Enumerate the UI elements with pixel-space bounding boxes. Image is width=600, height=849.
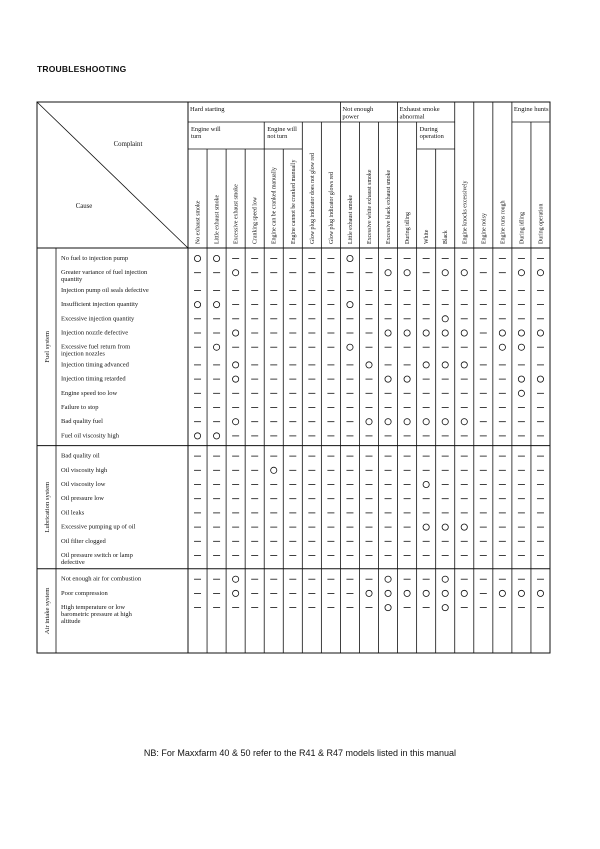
mark-circle [537, 270, 543, 276]
group-label-6: Engine hunts [513, 106, 549, 113]
group-label-1: Not enough [342, 106, 374, 113]
mark-circle [213, 344, 219, 350]
mark-circle [461, 419, 467, 425]
cause-text-2-2: High temperature or low [61, 604, 126, 612]
column-header-5: Engine cannot be cranked manually [290, 159, 297, 244]
cause-text-0-9: Engine speed too low [61, 389, 118, 397]
column-header-3: Cranking speed low [252, 196, 259, 244]
mark-circle [518, 344, 524, 350]
cause-text-2-0: Not enough air for combustion [61, 575, 142, 583]
column-header-13: Black [443, 230, 450, 244]
subgroup-label-2: operation [419, 133, 444, 141]
mark-circle [347, 302, 353, 308]
mark-circle [347, 255, 353, 261]
cause-text-0-1: Greater variance of fuel injection [61, 269, 148, 277]
group-label-2: Exhaust smoke [399, 106, 440, 113]
mark-circle [385, 419, 391, 425]
subgroup-label-2: During [419, 126, 438, 133]
cause-text-0-2: Injection pump oil seals defective [61, 286, 149, 294]
footnote: NB: For Maxxfarm 40 & 50 refer to the R41 & R47 models listed in this manual [143, 748, 457, 758]
column-header-7: Glow plug indicator glows red [328, 172, 335, 244]
cause-text-0-0: No fuel to injection pump [61, 255, 129, 262]
mark-circle [213, 433, 219, 439]
cause-text-1-4: Oil leaks [61, 509, 85, 517]
mark-circle [461, 524, 467, 530]
mark-circle [518, 390, 524, 396]
mark-circle [347, 344, 353, 350]
column-header-0: No exhaust smoke [195, 200, 202, 244]
mark-circle [404, 419, 410, 425]
mark-circle [442, 270, 448, 276]
mark-circle [404, 330, 410, 336]
column-header-11: During idling [405, 212, 412, 244]
mark-circle [461, 330, 467, 336]
subgroup-label-0: Engine will [191, 126, 221, 133]
mark-circle [404, 590, 410, 596]
column-header-4: Engine can be cranked manually [271, 167, 278, 244]
mark-circle [537, 590, 543, 596]
mark-circle [385, 576, 391, 582]
mark-circle [404, 270, 410, 276]
mark-circle [423, 330, 429, 336]
cause-text-0-6: Excessive fuel return from [61, 343, 131, 351]
mark-circle [537, 376, 543, 382]
mark-circle [442, 576, 448, 582]
column-header-14: Engine knocks excessively [462, 180, 469, 244]
mark-circle [385, 590, 391, 596]
complaint-label: Complaint [113, 141, 143, 148]
cause-text-0-6: injection nozzles [61, 350, 105, 358]
mark-circle [233, 590, 239, 596]
mark-circle [537, 330, 543, 336]
mark-circle [423, 419, 429, 425]
cause-text-1-6: Oil filter clogged [61, 537, 106, 545]
mark-circle [233, 576, 239, 582]
mark-circle [442, 590, 448, 596]
cause-text-1-7: defective [61, 559, 85, 566]
column-header-12: White [424, 229, 431, 244]
mark-circle [213, 302, 219, 308]
mark-circle [194, 302, 200, 308]
section-label-2: Air intake system [44, 587, 51, 635]
mark-circle [213, 255, 219, 261]
mark-circle [518, 590, 524, 596]
cause-text-0-12: Fuel oil viscosity high [61, 432, 119, 440]
cause-text-0-7: Injection timing advanced [61, 361, 129, 369]
cause-text-0-5: Injection nozzle defective [61, 329, 129, 337]
cause-text-0-8: Injection timing retarded [61, 375, 126, 383]
mark-circle [423, 481, 429, 487]
mark-circle [233, 330, 239, 336]
mark-circle [366, 419, 372, 425]
group-label-1: power [342, 113, 359, 121]
section-label-0: Fuel system [44, 330, 51, 363]
section-label-1: Lubrication system [44, 481, 51, 533]
mark-circle [461, 270, 467, 276]
mark-circle [518, 376, 524, 382]
cause-text-1-5: Excessive pumping up of oil [61, 523, 136, 531]
mark-circle [233, 419, 239, 425]
header-diagonal [37, 102, 188, 248]
subgroup-label-1: Engine will [267, 126, 297, 133]
cause-text-2-2: altitude [61, 618, 81, 626]
mark-circle [442, 362, 448, 368]
column-header-9: Excessive white exhaust smoke [367, 169, 373, 244]
column-header-1: Little exhaust smoke [214, 194, 221, 244]
subgroup-label-0: turn [191, 133, 202, 141]
column-header-17: During idling [519, 212, 526, 244]
group-label-0: Hard starting [190, 106, 225, 113]
cause-text-1-2: Oil viscosity low [61, 481, 106, 488]
mark-circle [194, 255, 200, 261]
cause-text-0-3: Insufficient injection quantity [61, 301, 139, 309]
mark-circle [461, 590, 467, 596]
mark-circle [461, 362, 467, 368]
mark-circle [423, 590, 429, 596]
cause-text-1-7: Oil pressure switch or lamp [61, 552, 133, 559]
mark-circle [385, 605, 391, 611]
mark-circle [442, 316, 448, 322]
cause-text-0-1: quantity [61, 276, 83, 284]
mark-circle [518, 270, 524, 276]
mark-circle [442, 330, 448, 336]
column-header-2: Excessive exhaust smoke [233, 184, 240, 244]
cause-text-1-0: Bad quality oil [61, 452, 100, 460]
column-header-15: Engine noisy [481, 213, 488, 244]
cause-text-2-2: barometric pressure at high [61, 611, 132, 619]
cause-text-0-11: Bad quality fuel [61, 418, 103, 426]
mark-circle [385, 376, 391, 382]
cause-text-1-1: Oil viscosity high [61, 466, 108, 474]
mark-circle [442, 605, 448, 611]
mark-circle [518, 330, 524, 336]
mark-circle [499, 590, 505, 596]
cause-text-0-10: Failure to stop [61, 404, 99, 411]
column-header-18: During operation [538, 203, 545, 244]
cause-text-0-4: Excessive injection quantity [61, 315, 135, 323]
cause-text-2-1: Poor compression [61, 589, 108, 597]
cause-text-1-3: Oil pressure low [61, 495, 104, 503]
mark-circle [271, 467, 277, 473]
group-label-2: abnormal [399, 113, 425, 121]
column-header-16: Engine runs rough [500, 200, 507, 244]
mark-circle [233, 270, 239, 276]
mark-circle [499, 330, 505, 336]
page-title: TROUBLESHOOTING [37, 64, 127, 74]
subgroup-label-1: not turn [267, 133, 288, 141]
mark-circle [442, 419, 448, 425]
mark-circle [404, 376, 410, 382]
mark-circle [233, 362, 239, 368]
column-header-8: Little exhaust smoke [347, 194, 354, 244]
mark-circle [423, 524, 429, 530]
column-header-6: Glow plug indicator does not glow red [309, 153, 316, 244]
column-header-10: Excessive black exhaust smoke [386, 169, 393, 244]
cause-label: Cause [75, 203, 93, 210]
mark-circle [385, 330, 391, 336]
mark-circle [366, 590, 372, 596]
mark-circle [385, 270, 391, 276]
mark-circle [233, 376, 239, 382]
mark-circle [423, 362, 429, 368]
mark-circle [366, 362, 372, 368]
mark-circle [442, 524, 448, 530]
mark-circle [194, 433, 200, 439]
mark-circle [499, 344, 505, 350]
